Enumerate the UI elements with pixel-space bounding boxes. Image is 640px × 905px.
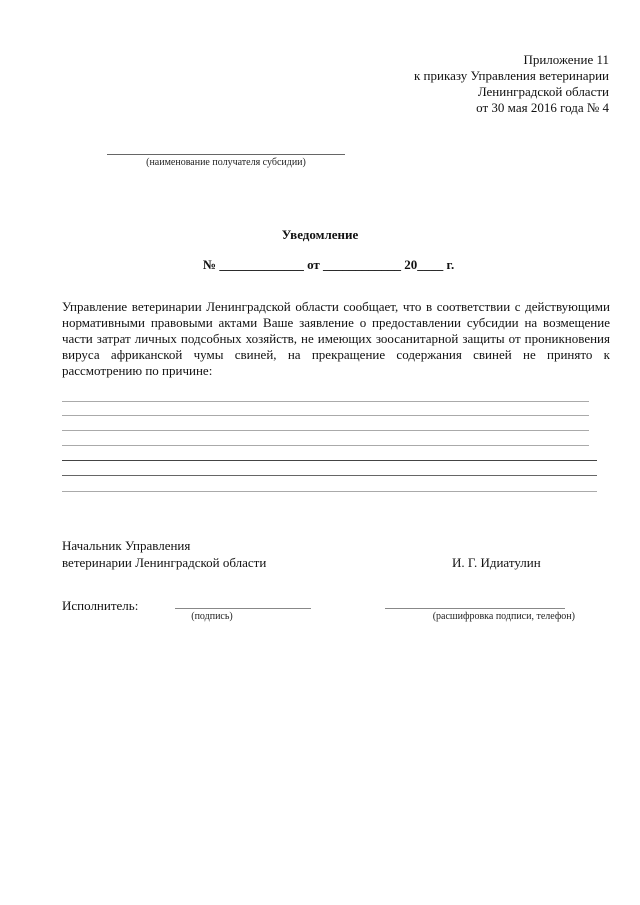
signatory-position-line1: Начальник Управления (62, 538, 191, 553)
reason-line[interactable] (62, 491, 597, 492)
notice-number-line: № _____________ от ____________ 20____ г. (203, 257, 455, 272)
reason-line[interactable] (62, 430, 589, 431)
executor-signature-caption: (подпись) (191, 611, 233, 622)
order-reference: к приказу Управления ветеринарии (413, 68, 609, 83)
recipient-name-line[interactable] (107, 154, 345, 155)
signatory-name: И. Г. Идиатулин (452, 555, 541, 570)
executor-signature-line[interactable] (175, 608, 311, 609)
appendix-number: Приложение 11 (523, 52, 609, 67)
order-date: от 30 мая 2016 года № 4 (476, 100, 609, 115)
executor-decode-caption: (расшифровка подписи, телефон) (432, 611, 575, 622)
reason-line[interactable] (62, 415, 589, 416)
executor-decode-line[interactable] (385, 608, 565, 609)
executor-label: Исполнитель: (62, 598, 139, 613)
reason-line[interactable] (62, 401, 589, 402)
notice-body-text: Управление ветеринарии Ленинградской области сообщает, что в соответствии с действующими нормативными правовыми актами Ваше заявление о предоставлении субсидии на возмещение части затрат личных подсобных хозяйств, не имеющих зоосанитарной защиты от проникновения вируса африканской чумы свиней, на прекращение содержания свиней не принято к рассмотрению по причине: (62, 299, 610, 378)
appendix-header (414, 52, 609, 116)
reason-line[interactable] (62, 475, 597, 476)
region-name: Ленинградской области (477, 84, 609, 99)
signatory-position (62, 537, 266, 571)
recipient-caption: (наименование получателя субсидии) (146, 157, 306, 168)
reason-line[interactable] (62, 445, 589, 446)
reason-line[interactable] (62, 460, 597, 461)
document-title: Уведомление (281, 227, 359, 242)
signatory-position-line2: ветеринарии Ленинградской области (62, 555, 267, 570)
